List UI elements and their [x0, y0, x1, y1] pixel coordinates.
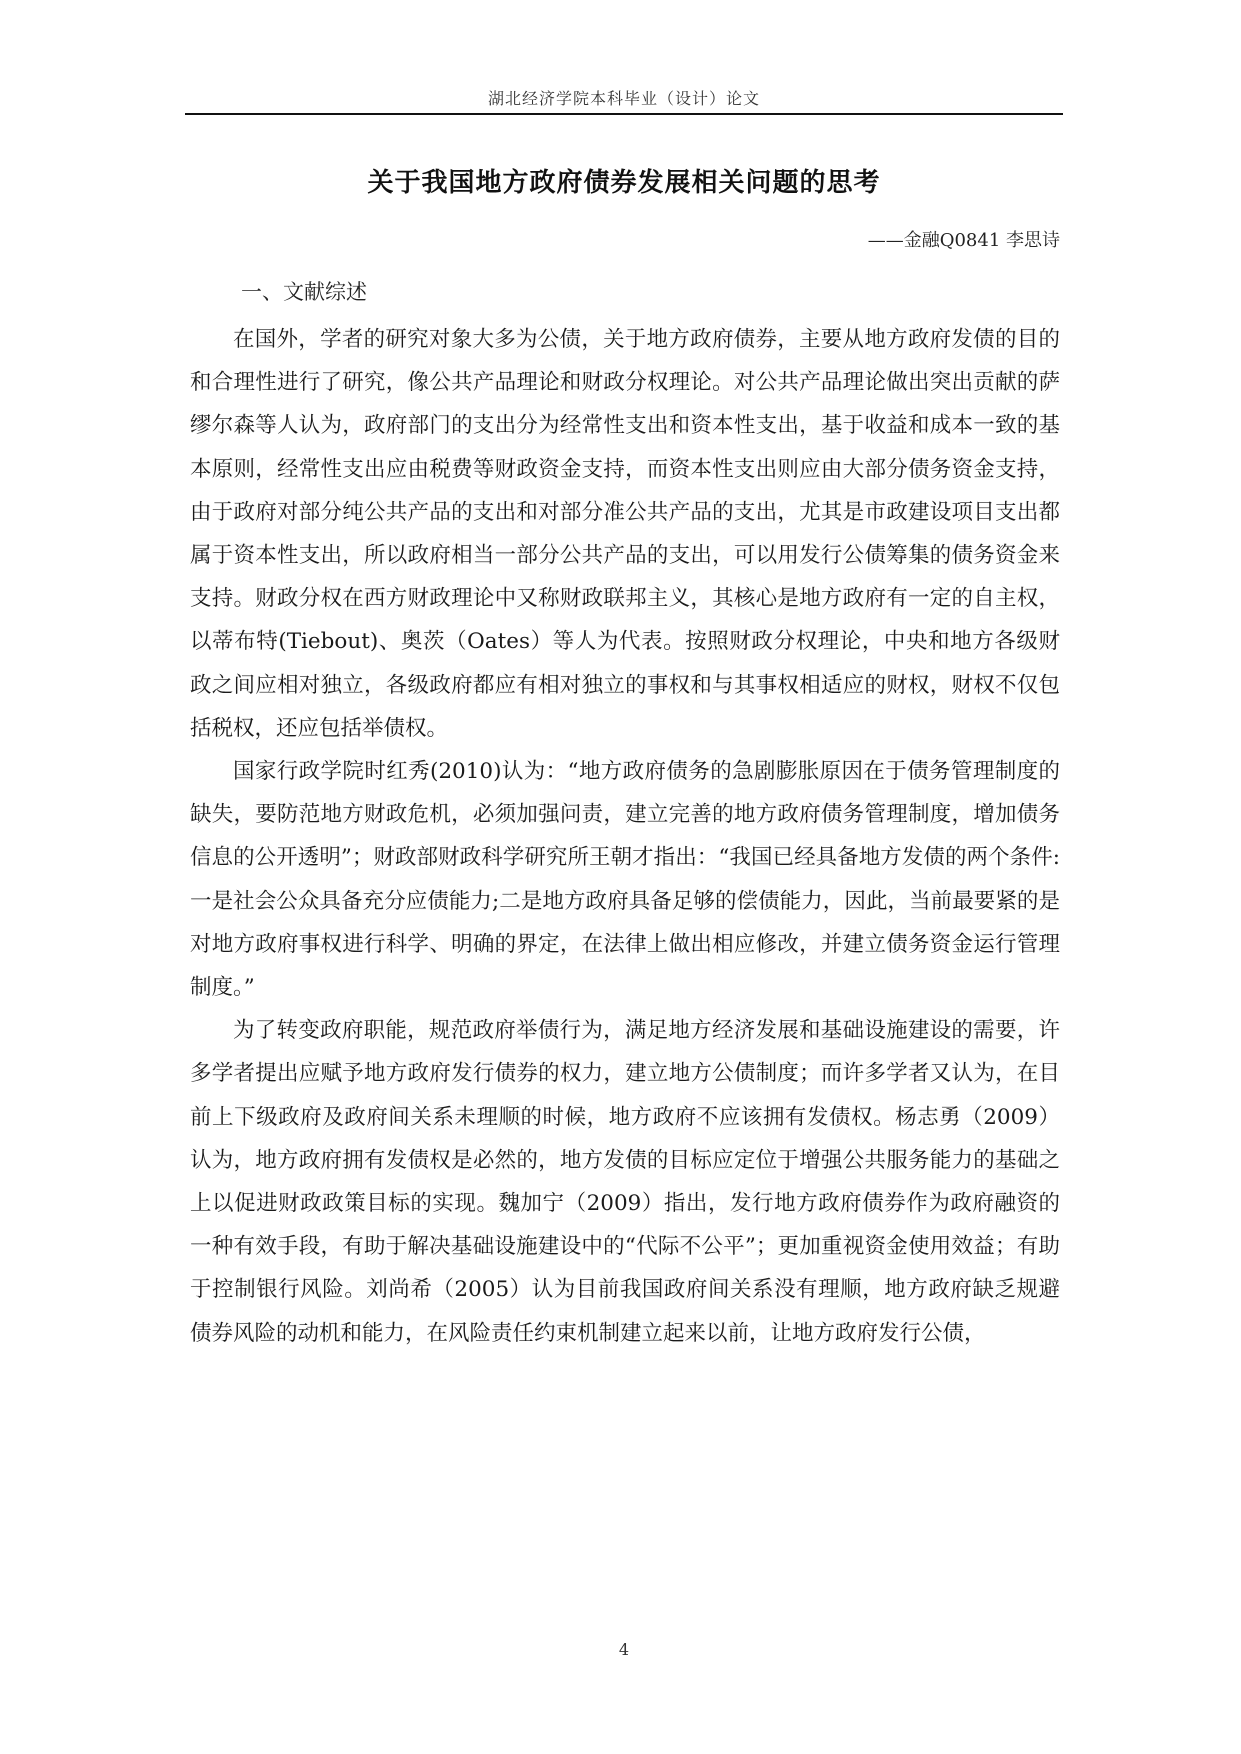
author-byline: ——金融Q0841 李思诗: [867, 230, 1060, 251]
header-rule: [185, 113, 1063, 115]
section-heading: 一、文献综述: [241, 280, 367, 304]
paragraph: 为了转变政府职能，规范政府举债行为，满足地方经济发展和基础设施建设的需要，许多学者提出应赋予地方政府发行债券的权力，建立地方公债制度；而许多学者又认为，在目前上下级政府及政府间关系未理顺的时候，地方政府不应该拥有发债权。杨志勇（2009）认为，地方政府拥有发债权是必然的，地方发债的目标应定位于增强公共服务能力的基础之上以促进财政政策目标的实现。魏加宁（2009）指出，发行地方政府债券作为政府融资的一种有效手段，有助于解决基础设施建设中的“代际不公平”；更加重视资金使用效益；有助于控制银行风险。刘尚希（2005）认为目前我国政府间关系没有理顺，地方政府缺乏规避债券风险的动机和能力，在风险责任约束机制建立起来以前，让地方政府发行公债，: [190, 1018, 1060, 1346]
body-text: [190, 318, 1060, 1355]
paragraph: 在国外，学者的研究对象大多为公债，关于地方政府债券，主要从地方政府发债的目的和合理性进行了研究，像公共产品理论和财政分权理论。对公共产品理论做出突出贡献的萨缪尔森等人认为，政府部门的支出分为经常性支出和资本性支出，基于收益和成本一致的基本原则，经常性支出应由税费等财政资金支持，而资本性支出则应由大部分债务资金支持，由于政府对部分纯公共产品的支出和对部分准公共产品的支出，尤其是市政建设项目支出都属于资本性支出，所以政府相当一部分公共产品的支出，可以用发行公债筹集的债务资金来支持。财政分权在西方财政理论中又称财政联邦主义，其核心是地方政府有一定的自主权，以蒂布特(Tiebout)、奥茨（Oates）等人为代表。按照财政分权理论，中央和地方各级财政之间应相对独立，各级政府都应有相对独立的事权和与其事权相适应的财权，财权不仅包括税权，还应包括举债权。: [190, 327, 1060, 741]
page-title: 关于我国地方政府债券发展相关问题的思考: [367, 168, 881, 198]
running-header: 湖北经济学院本科毕业（设计）论文: [487, 89, 760, 108]
paragraph: 国家行政学院时红秀(2010)认为：“地方政府债务的急剧膨胀原因在于债务管理制度的缺失，要防范地方财政危机，必须加强问责，建立完善的地方政府债务管理制度，增加债务信息的公开透明”；财政部财政科学研究所王朝才指出：“我国已经具备地方发债的两个条件:一是社会公众具备充分应债能力;二是地方政府具备足够的偿债能力，因此，当前最要紧的是对地方政府事权进行科学、明确的界定，在法律上做出相应修改，并建立债务资金运行管理制度。”: [190, 759, 1060, 1001]
page-number: 4: [618, 1640, 630, 1659]
